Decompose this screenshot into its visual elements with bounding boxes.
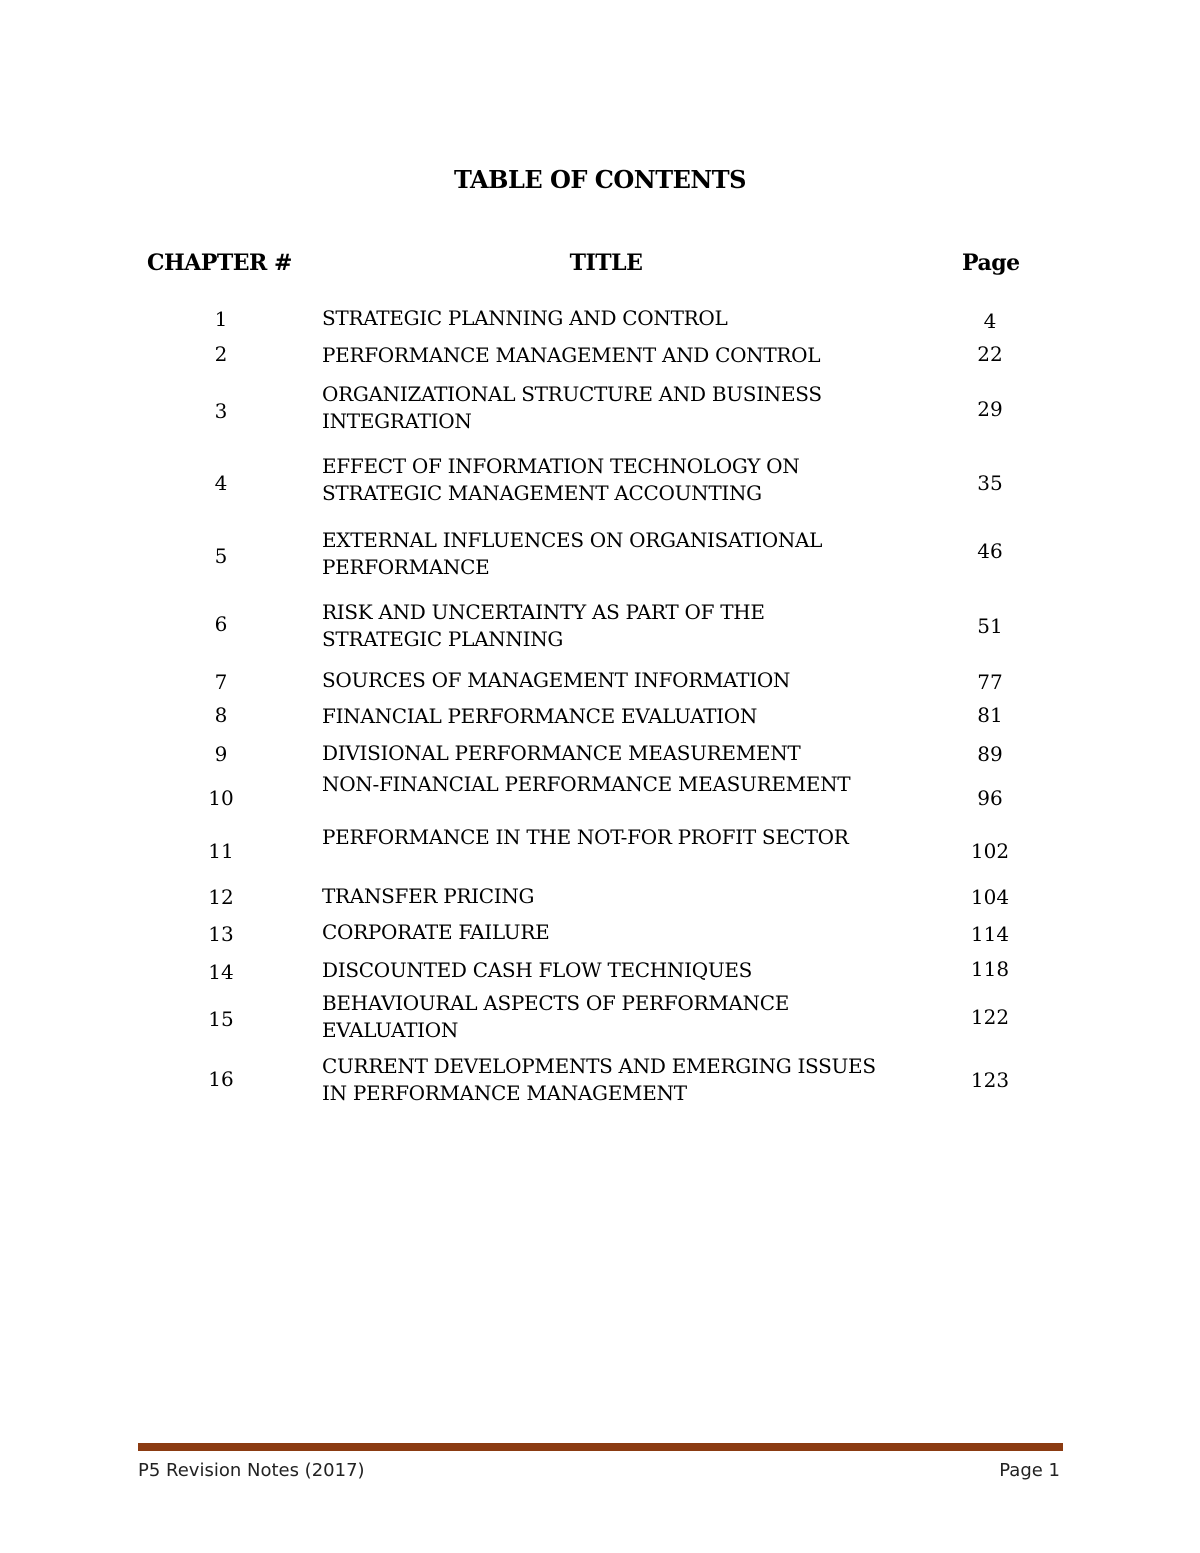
header-chapter: CHAPTER #	[147, 250, 292, 276]
page-number: 51	[977, 614, 1003, 638]
header-title: TITLE	[569, 250, 643, 276]
page-number: 35	[977, 471, 1003, 495]
chapter-number: 9	[214, 742, 228, 766]
header-page: Page	[962, 250, 1020, 276]
chapter-number: 5	[214, 544, 228, 568]
chapter-title: CURRENT DEVELOPMENTS AND EMERGING ISSUES IN PERFORMANCE MANAGEMENT	[322, 1054, 876, 1105]
page-number: 89	[977, 742, 1003, 766]
chapter-number: 3	[214, 399, 228, 423]
chapter-number: 12	[208, 885, 234, 909]
chapter-number: 14	[208, 960, 234, 984]
page-number: 29	[977, 397, 1003, 421]
page-number: 22	[977, 342, 1003, 366]
chapter-title: PERFORMANCE MANAGEMENT AND CONTROL	[322, 343, 821, 367]
chapter-number: 4	[214, 471, 228, 495]
chapter-number: 2	[214, 342, 228, 366]
page-number: 96	[977, 786, 1003, 810]
footer-page-number: Page 1	[999, 1460, 1060, 1481]
chapter-number: 8	[214, 703, 228, 727]
footer-document-name: P5 Revision Notes (2017)	[138, 1460, 365, 1481]
chapter-title: CORPORATE FAILURE	[322, 920, 550, 944]
chapter-number: 7	[214, 670, 228, 694]
chapter-number: 15	[208, 1007, 234, 1031]
document-title: TABLE OF CONTENTS	[453, 165, 746, 194]
chapter-title: TRANSFER PRICING	[322, 884, 535, 908]
chapter-title: BEHAVIOURAL ASPECTS OF PERFORMANCE EVALUATION	[322, 991, 790, 1042]
chapter-number: 13	[208, 922, 234, 946]
chapter-title: FINANCIAL PERFORMANCE EVALUATION	[322, 704, 758, 728]
chapter-title: STRATEGIC PLANNING AND CONTROL	[322, 306, 728, 330]
page-number: 118	[970, 957, 1010, 981]
chapter-title: SOURCES OF MANAGEMENT INFORMATION	[322, 668, 791, 692]
chapter-number: 16	[208, 1067, 234, 1091]
chapter-title: EFFECT OF INFORMATION TECHNOLOGY ON STRATEGIC MANAGEMENT ACCOUNTING	[322, 454, 800, 505]
page-number: 81	[977, 703, 1003, 727]
page-number: 4	[983, 309, 997, 333]
chapter-title: DISCOUNTED CASH FLOW TECHNIQUES	[322, 958, 753, 982]
page-number: 102	[970, 839, 1010, 863]
chapter-title: DIVISIONAL PERFORMANCE MEASUREMENT	[322, 741, 801, 765]
chapter-title: NON-FINANCIAL PERFORMANCE MEASUREMENT	[322, 772, 851, 796]
page-number: 123	[970, 1068, 1010, 1092]
page-number: 46	[977, 539, 1003, 563]
chapter-number: 10	[208, 786, 234, 810]
footer-rule	[138, 1443, 1063, 1451]
chapter-number: 6	[214, 612, 228, 636]
page-number: 122	[970, 1005, 1010, 1029]
chapter-title: ORGANIZATIONAL STRUCTURE AND BUSINESS INTEGRATION	[322, 382, 822, 433]
chapter-number: 1	[214, 307, 228, 331]
chapter-title: EXTERNAL INFLUENCES ON ORGANISATIONAL PERFORMANCE	[322, 528, 823, 579]
chapter-title: RISK AND UNCERTAINTY AS PART OF THE STRATEGIC PLANNING	[322, 600, 765, 651]
page-number: 77	[977, 670, 1003, 694]
chapter-number: 11	[208, 839, 234, 863]
page-number: 104	[970, 885, 1010, 909]
page-number: 114	[970, 922, 1010, 946]
chapter-title: PERFORMANCE IN THE NOT-FOR PROFIT SECTOR	[322, 825, 849, 849]
